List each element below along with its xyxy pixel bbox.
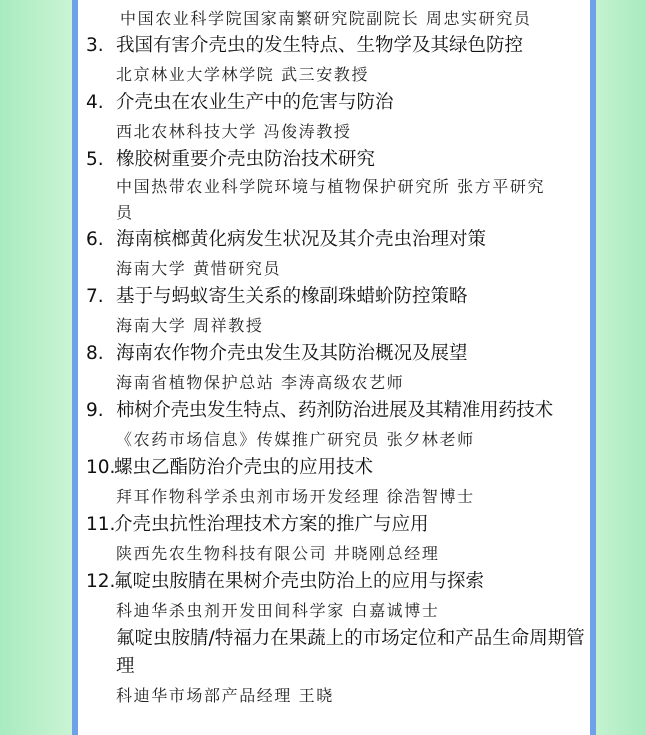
speaker-line: 中国热带农业科学院环境与植物保护研究所 张方平研究员: [116, 177, 546, 222]
item-title-text: 介壳虫在农业生产中的危害与防治: [116, 92, 394, 113]
item-number: 10.: [86, 457, 116, 478]
speaker-line: 海南省植物保护总站 李涛高级农艺师: [116, 373, 405, 392]
item-number: 11.: [86, 514, 116, 535]
item-number: 5.: [86, 149, 104, 170]
speaker-line: 海南大学 黄惜研究员: [116, 259, 282, 278]
agenda-card: [72, 0, 596, 735]
item-number: 12.: [86, 571, 116, 592]
agenda-item-title: [86, 454, 586, 482]
item-number: 6.: [86, 229, 104, 250]
speaker-line: 拜耳作物科学杀虫剂市场开发经理 徐浩智博士: [116, 487, 475, 506]
item-title-text: 基于与蚂蚁寄生关系的橡副珠蜡蚧防控策略: [116, 286, 468, 307]
agenda-item-title: 氟啶虫胺腈/特福力在果蔬上的市场定位和产品生命周期管理: [116, 628, 585, 677]
item-title-text: 海南农作物介壳虫发生及其防治概况及展望: [116, 343, 468, 364]
agenda-item-title: [86, 226, 586, 254]
item-title-text: 螺虫乙酯防治介壳虫的应用技术: [114, 457, 374, 478]
item-title-text: 我国有害介壳虫的发生特点、生物学及其绿色防控: [116, 35, 524, 56]
speaker-line: 北京林业大学林学院 武三安教授: [116, 65, 370, 84]
item-title-text: 氟啶虫胺腈在果树介壳虫防治上的应用与探索: [114, 571, 485, 592]
item-title-text: 柿树介壳虫发生特点、药剂防治进展及其精准用药技术: [116, 400, 553, 421]
item-title-text: 海南槟榔黄化病发生状况及其介壳虫治理对策: [116, 229, 487, 250]
speaker-line: 海南大学 周祥教授: [116, 316, 264, 335]
background-left-band: [0, 0, 72, 735]
speaker-line: 中国农业科学院国家南繁研究院副院长 周忠实研究员: [120, 9, 532, 28]
speaker-line: 科迪华杀虫剂开发田间科学家 白嘉诚博士: [116, 601, 440, 620]
agenda-list: [86, 6, 586, 710]
item-number: 9.: [86, 400, 104, 421]
agenda-item-title: [86, 511, 586, 539]
item-title-text: 橡胶树重要介壳虫防治技术研究: [116, 149, 376, 170]
agenda-item-title: [86, 146, 586, 174]
agenda-item-title: [86, 397, 586, 425]
agenda-item-title: [86, 568, 586, 596]
item-title-text: 介壳虫抗性治理技术方案的推广与应用: [114, 514, 429, 535]
agenda-item-title: [86, 340, 586, 368]
speaker-line: 陕西先农生物科技有限公司 井晓刚总经理: [116, 544, 440, 563]
agenda-item-title: [86, 89, 586, 117]
item-number: 8.: [86, 343, 104, 364]
item-number: 4.: [86, 92, 104, 113]
speaker-line: 科迪华市场部产品经理 王晓: [116, 686, 334, 705]
item-number: 7.: [86, 286, 104, 307]
speaker-line: 《农药市场信息》传媒推广研究员 张夕林老师: [116, 430, 475, 449]
agenda-item-title: [86, 32, 586, 60]
speaker-line: 西北农林科技大学 冯俊涛教授: [116, 122, 352, 141]
item-number: 3.: [86, 35, 104, 56]
agenda-item-title: [86, 283, 586, 311]
